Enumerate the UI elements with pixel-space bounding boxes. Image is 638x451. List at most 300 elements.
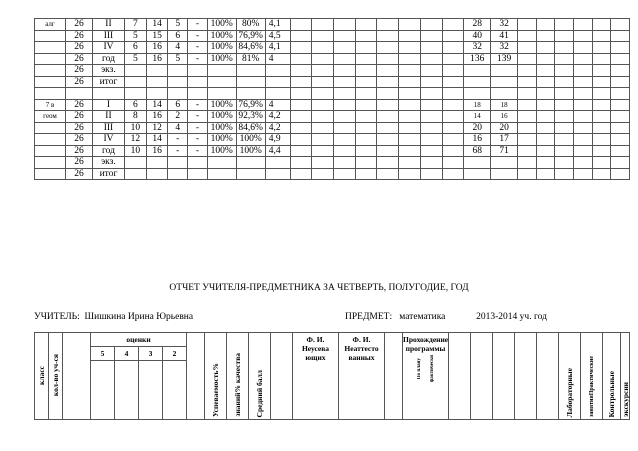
value-cell [442,145,464,157]
value-cell: 15 [146,30,168,42]
table-row [35,42,630,54]
header-excursions: экскурсии [621,382,630,417]
value-cell [420,145,442,157]
blank-cell [115,361,139,420]
period: экз. [92,65,124,77]
value-cell [555,157,574,169]
value-cell [333,122,355,134]
value-cell: 100% [207,42,236,54]
value-cell [355,76,377,88]
value-cell [442,134,464,146]
value-cell [377,99,399,111]
value-cell [168,76,188,88]
teacher-line [34,312,193,322]
empty-cell [442,88,464,100]
value-cell: 6 [168,99,188,111]
value-cell [399,157,421,169]
value-cell [611,134,630,146]
value-cell [555,99,574,111]
value-cell [146,168,168,180]
value-cell [333,145,355,157]
value-cell: 139 [491,53,518,65]
value-cell: 4 [265,99,290,111]
student-count: 26 [66,76,93,88]
value-cell [611,19,630,31]
header-fio2: Ф. И. Неаттесто ванных [339,333,385,420]
value-cell [536,122,555,134]
value-cell [536,65,555,77]
value-cell: - [188,19,208,31]
value-cell: 18 [491,99,518,111]
value-cell [555,76,574,88]
header-success: Успеваемость% [211,362,220,417]
value-cell [611,99,630,111]
value-cell [573,65,592,77]
value-cell: 84,6% [236,122,265,134]
header-students: кол-во уч-ся [51,353,60,397]
table-row [35,53,630,65]
blank-cell [493,333,515,420]
header-practical: занятияПрактические [588,356,595,417]
value-cell [399,99,421,111]
value-cell [333,134,355,146]
row-label [35,76,66,88]
value-cell [377,157,399,169]
blank-cell [537,333,559,420]
blank-cell [187,333,205,420]
value-cell [592,111,611,123]
value-cell: 32 [491,19,518,31]
value-cell [611,122,630,134]
teacher-name: Шишкина Ирина Юрьевна [84,312,194,322]
period: I [92,99,124,111]
value-cell [290,145,312,157]
value-cell [377,53,399,65]
value-cell [555,134,574,146]
table-row [35,76,630,88]
table-row [35,134,630,146]
value-cell [573,30,592,42]
empty-cell [265,88,290,100]
period: экз. [92,157,124,169]
blank-cell [471,333,493,420]
value-cell [290,111,312,123]
value-cell [333,99,355,111]
value-cell [265,76,290,88]
value-cell: 100% [207,111,236,123]
value-cell [442,122,464,134]
value-cell [518,157,537,169]
value-cell [125,168,147,180]
value-cell: 28 [464,19,491,31]
value-cell: 20 [464,122,491,134]
empty-cell [168,88,188,100]
value-cell [573,111,592,123]
student-count: 26 [66,168,93,180]
value-cell [265,157,290,169]
value-cell [377,76,399,88]
value-cell [333,76,355,88]
value-cell [518,53,537,65]
value-cell [491,157,518,169]
empty-cell [573,88,592,100]
value-cell [611,53,630,65]
value-cell [464,157,491,169]
value-cell [290,99,312,111]
value-cell: 136 [464,53,491,65]
value-cell [377,134,399,146]
school-year: 2013-2014 уч. год [476,312,547,322]
block-algebra [35,19,630,88]
value-cell [420,30,442,42]
value-cell [442,42,464,54]
value-cell: 6 [125,99,147,111]
row-label [35,53,66,65]
header-grade-4: 4 [115,347,139,361]
value-cell [573,76,592,88]
row-label [35,42,66,54]
value-cell [592,122,611,134]
empty-cell [312,88,334,100]
value-cell: 4,4 [265,145,290,157]
period: IV [92,42,124,54]
value-cell [592,42,611,54]
value-cell [188,65,208,77]
value-cell: 40 [464,30,491,42]
value-cell [518,134,537,146]
blank-cell [63,333,91,420]
value-cell [265,65,290,77]
student-count: 26 [66,99,93,111]
value-cell [442,168,464,180]
value-cell: 14 [146,99,168,111]
value-cell [312,53,334,65]
value-cell [355,157,377,169]
table-row [35,99,630,111]
period: год [92,53,124,65]
value-cell: 76,9% [236,99,265,111]
value-cell [312,168,334,180]
value-cell: 100% [207,134,236,146]
empty-cell [536,88,555,100]
value-cell: 68 [464,145,491,157]
value-cell [420,65,442,77]
header-lab: Лабораторные [565,367,574,417]
value-cell: 7 [125,19,147,31]
value-cell [125,65,147,77]
value-cell [399,134,421,146]
empty-cell [555,88,574,100]
value-cell: 4,5 [265,30,290,42]
student-count: 26 [66,145,93,157]
value-cell [611,111,630,123]
value-cell [555,42,574,54]
blank-cell [91,361,115,420]
value-cell [146,76,168,88]
value-cell: 20 [491,122,518,134]
value-cell: - [188,99,208,111]
value-cell [399,145,421,157]
table-row [35,111,630,123]
value-cell [464,168,491,180]
value-cell [592,76,611,88]
table-row [35,88,630,100]
value-cell [146,157,168,169]
value-cell [377,30,399,42]
header-program: Прохождение программы [403,335,449,353]
header-quality: знаний% качества [233,353,242,417]
value-cell [125,76,147,88]
student-count: 26 [66,134,93,146]
value-cell: 14 [464,111,491,123]
value-cell [312,99,334,111]
empty-cell [146,88,168,100]
value-cell [611,76,630,88]
period: год [92,145,124,157]
value-cell: 16 [146,42,168,54]
student-count: 26 [66,53,93,65]
value-cell [518,19,537,31]
value-cell: 16 [146,145,168,157]
value-cell: 14 [146,134,168,146]
period: IV [92,134,124,146]
value-cell [333,30,355,42]
value-cell [355,99,377,111]
value-cell [611,157,630,169]
period: II [92,19,124,31]
value-cell: 4,1 [265,42,290,54]
value-cell: 5 [125,53,147,65]
value-cell [442,19,464,31]
value-cell [555,122,574,134]
value-cell [355,19,377,31]
empty-cell [236,88,265,100]
empty-cell [518,88,537,100]
value-cell: - [188,122,208,134]
value-cell [611,145,630,157]
value-cell: 8 [125,111,147,123]
value-cell [420,76,442,88]
value-cell: 4,2 [265,111,290,123]
value-cell: 80% [236,19,265,31]
value-cell: 5 [125,30,147,42]
value-cell [168,168,188,180]
value-cell [265,168,290,180]
empty-cell [592,88,611,100]
value-cell [355,134,377,146]
value-cell [536,157,555,169]
value-cell [536,53,555,65]
value-cell [290,134,312,146]
table-row [35,145,630,157]
value-cell [518,30,537,42]
value-cell [377,65,399,77]
value-cell: 4 [168,122,188,134]
value-cell [420,19,442,31]
value-cell [399,19,421,31]
value-cell [536,19,555,31]
student-count: 26 [66,122,93,134]
value-cell [420,168,442,180]
empty-cell [207,88,236,100]
period: III [92,30,124,42]
value-cell: 76,9% [236,30,265,42]
value-cell: 4,2 [265,122,290,134]
empty-cell [188,88,208,100]
report-header-table [34,332,630,420]
value-cell: 16 [146,111,168,123]
period: II [92,111,124,123]
value-cell: - [188,53,208,65]
row-label [35,122,66,134]
value-cell [236,65,265,77]
value-cell [592,168,611,180]
value-cell [573,122,592,134]
value-cell [377,122,399,134]
value-cell [355,111,377,123]
value-cell [312,19,334,31]
empty-cell [491,88,518,100]
value-cell [573,157,592,169]
program-cell [403,333,449,420]
value-cell [442,157,464,169]
value-cell [592,145,611,157]
empty-cell [66,88,93,100]
value-cell [399,168,421,180]
value-cell [442,65,464,77]
value-cell [333,168,355,180]
student-count: 26 [66,157,93,169]
value-cell: - [188,42,208,54]
period: III [92,122,124,134]
value-cell: 32 [491,42,518,54]
header-grade-2: 2 [163,347,187,361]
empty-cell [420,88,442,100]
value-cell [420,157,442,169]
teacher-label: УЧИТЕЛЬ: [34,312,80,322]
value-cell [592,157,611,169]
value-cell: 41 [491,30,518,42]
student-count: 26 [66,19,93,31]
value-cell: 12 [125,134,147,146]
value-cell [290,53,312,65]
value-cell: 5 [168,19,188,31]
value-cell [207,157,236,169]
value-cell [399,111,421,123]
table-row [35,168,630,180]
value-cell [536,42,555,54]
row-label [35,134,66,146]
value-cell [555,111,574,123]
value-cell: 71 [491,145,518,157]
value-cell [207,76,236,88]
empty-cell [399,88,421,100]
blank-cell [515,333,537,420]
value-cell: 100% [236,145,265,157]
value-cell [333,111,355,123]
value-cell [611,30,630,42]
value-cell [573,99,592,111]
value-cell [592,134,611,146]
block-geometry [35,99,630,180]
blank-cell [449,333,471,420]
value-cell [168,157,188,169]
value-cell: - [168,145,188,157]
value-cell [236,76,265,88]
empty-cell [92,88,124,100]
value-cell [573,168,592,180]
value-cell [355,168,377,180]
value-cell [312,134,334,146]
value-cell [312,42,334,54]
empty-cell [333,88,355,100]
value-cell [312,30,334,42]
value-cell [518,76,537,88]
value-cell [536,30,555,42]
value-cell: 100% [236,134,265,146]
empty-cell [290,88,312,100]
value-cell: 16 [464,134,491,146]
value-cell [491,65,518,77]
value-cell: 10 [125,122,147,134]
value-cell [355,145,377,157]
value-cell [377,111,399,123]
value-cell: 100% [207,145,236,157]
subject-name: математика [399,312,446,322]
value-cell [518,42,537,54]
value-cell [518,99,537,111]
header-avg: Средний балл [255,369,264,417]
value-cell: 16 [491,111,518,123]
value-cell [518,122,537,134]
value-cell [312,145,334,157]
value-cell [536,111,555,123]
value-cell [518,111,537,123]
value-cell [236,168,265,180]
separator-row [35,88,630,100]
value-cell [399,42,421,54]
header-grade-3: 3 [139,347,163,361]
table-row [35,157,630,169]
value-cell [442,111,464,123]
value-cell [399,65,421,77]
blank-cell [139,361,163,420]
value-cell [399,122,421,134]
value-cell [355,30,377,42]
value-cell: 2 [168,111,188,123]
value-cell [592,30,611,42]
value-cell [333,42,355,54]
value-cell [188,76,208,88]
value-cell: 100% [207,99,236,111]
value-cell: 81% [236,53,265,65]
report-title: ОТЧЕТ УЧИТЕЛЯ-ПРЕДМЕТНИКА ЗА ЧЕТВЕРТЬ, ПОЛУГОДИЕ, ГОД [169,283,469,293]
subject-line [345,312,547,322]
row-label: геом [35,111,66,123]
value-cell [333,157,355,169]
value-cell [611,42,630,54]
value-cell: 4 [265,53,290,65]
value-cell: 4,1 [265,19,290,31]
value-cell [464,76,491,88]
value-cell [420,111,442,123]
value-cell: 14 [146,19,168,31]
value-cell [420,99,442,111]
value-cell [355,53,377,65]
table-row [35,19,630,31]
value-cell [491,168,518,180]
value-cell [290,122,312,134]
